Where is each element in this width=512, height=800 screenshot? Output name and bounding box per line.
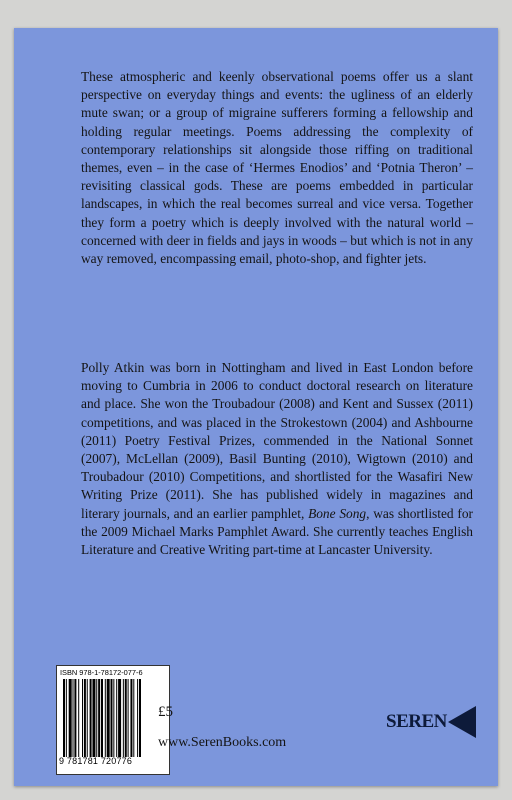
publisher-logo-text: SEREN — [386, 711, 447, 732]
bio-text-part2: , was shortlisted for the 2009 Michael Marks Pamphlet Award. She currently teaches English Literature and Creative Writing part-time at Lancaster University. — [81, 505, 473, 558]
author-bio-paragraph — [81, 359, 473, 559]
price: £5 — [158, 704, 173, 720]
publisher-logo — [386, 704, 476, 740]
back-cover — [14, 28, 498, 786]
barcode-image — [63, 679, 163, 757]
publisher-website: www.SerenBooks.com — [158, 735, 287, 750]
barcode-panel — [56, 665, 170, 775]
pamphlet-title: Bone Song — [308, 505, 367, 521]
blurb-paragraph: These atmospheric and keenly observational poems offer us a slant perspective on everyday things and events: the ugliness of an elderly mute swan; or a group of migraine sufferers forming a fellowship and holding regular meetings. Poems addressing the complexity of contemporary relationships sit alongside those riffing on traditional themes, even – in the case of ‘Hermes Enodios’ and ‘Potnia Theron’ – revisiting classical gods. These are poems embedded in particular landscapes, in which the real becomes surreal and vice versa. Together they form a poetry which is deeply involved with the natural world – concerned with deer in fields and jays in woods – but which is not in any way removed, encompassing email, photo-shop, and fighter jets. — [81, 69, 473, 267]
barcode-digits: 9 781781 720776 — [59, 756, 133, 766]
logo-arrow-icon — [448, 704, 476, 740]
bio-text-part1: Polly Atkin was born in Nottingham and lived in East London before moving to Cumbria in 2006 to conduct doctoral research on literature and place. She won the Troubadour (2008) and Kent and Sussex (2011) competitions, and was placed in the Strokestown (2004) and Ashbourne (2011) Poetry Festival Prizes, commended in the National Sonnet (2007), McLellan (2009), Basil Bunting (2010), Wigtown (2010) and Troubadour (2010) Competitions, and shortlisted for the Wasafiri New Writing Prize (2011). She has published widely in magazines and literary journals, and an earlier pamphlet, — [81, 360, 473, 521]
isbn-label: ISBN 978-1-78172-077-6 — [60, 668, 143, 677]
